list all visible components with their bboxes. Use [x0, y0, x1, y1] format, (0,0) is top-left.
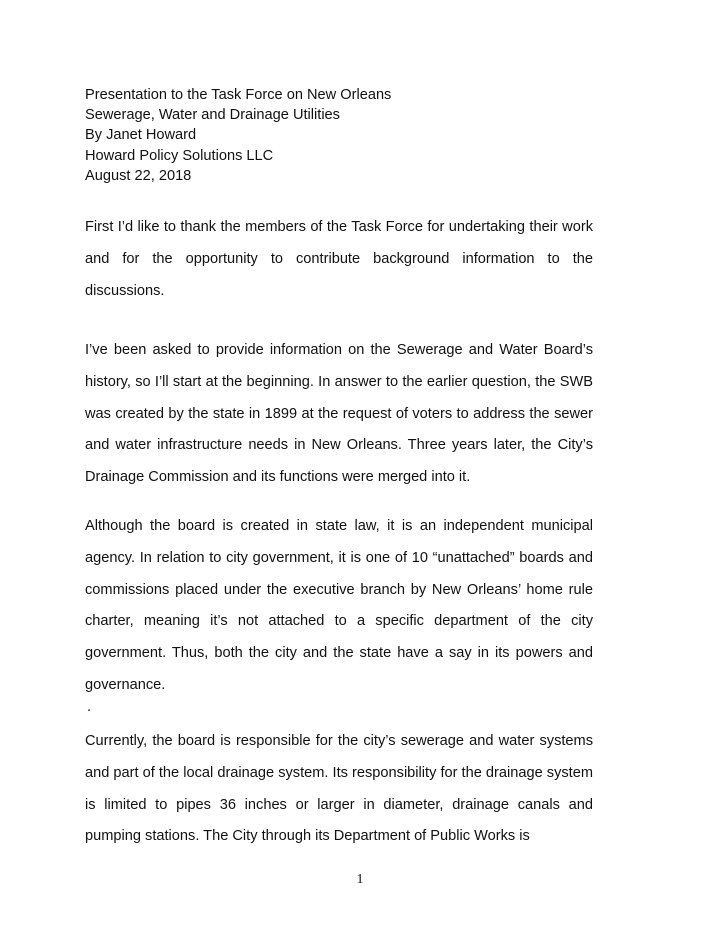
body-paragraph-2: I’ve been asked to provide information on the Sewerage and Water Board’s history, so I’ll start at the beginning. In answer to the earlier question, the SWB was created by the state in 1899 at the request of voters to address the sewer and water infrastructure needs in New Orleans. Three years later, the City’s Drainage Commission and its functions were merged into it.	[85, 342, 593, 486]
body-paragraph-1: First I’d like to thank the members of the Task Force for undertaking their work and for the opportunity to contribute background information to the discussions.	[85, 219, 593, 299]
header-date: August 22, 2018	[85, 167, 192, 184]
body-paragraph-3: Although the board is created in state law, it is an independent municipal agency. In relation to city government, it is one of 10 “unattached” boards and commissions placed under the executive branch by New Orleans’ home rule charter, meaning it’s not attached to a specific department of the city government. Thus, both the city and the state have a say in its powers and governance.	[85, 518, 593, 693]
header-title-line-1: Presentation to the Task Force on New Orleans	[85, 87, 392, 103]
stray-period: .	[87, 699, 92, 715]
document-header	[85, 85, 605, 186]
header-organization: Howard Policy Solutions LLC	[85, 147, 274, 164]
header-title-line-2: Sewerage, Water and Drainage Utilities	[85, 107, 340, 124]
header-author: By Janet Howard	[85, 127, 197, 144]
page-number: 1	[356, 872, 364, 887]
body-paragraph-4: Currently, the board is responsible for the city’s sewerage and water systems and part of the local drainage system. Its responsibility for the drainage system is limited to pipes 36 inches or larger in diameter, drainage canals and pumping stations. The City through its Department of Public Works is	[85, 733, 593, 845]
